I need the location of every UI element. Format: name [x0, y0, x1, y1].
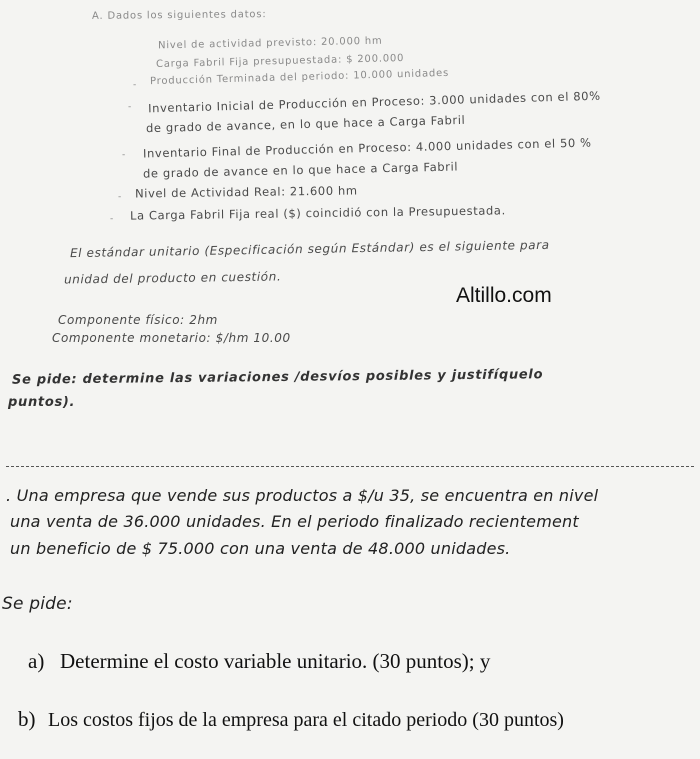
- problem-b-line-2: una venta de 36.000 unidades. En el periodo finalizado recientement: [10, 512, 579, 531]
- bullet-icon: -: [110, 214, 114, 224]
- question-b-letter: b): [18, 707, 36, 731]
- bullet-icon: -: [122, 150, 126, 160]
- problem-b-line-3: un beneficio de $ 75.000 con una venta de 48.000 unidades.: [10, 539, 511, 558]
- question-a-text: Determine el costo variable unitario. (30 puntos); y: [60, 649, 491, 673]
- question-a-letter: a): [28, 649, 45, 673]
- item-final-inventory: Inventario Final de Producción en Proceso: 4.000 unidades con el 50 %: [142, 135, 592, 161]
- section-divider: [6, 466, 694, 467]
- ask-line-2: puntos).: [8, 395, 76, 410]
- item-real-overhead: La Carga Fabril Fija real ($) coincidió con la Presupuestada.: [129, 203, 506, 223]
- item-fixed-overhead: Carga Fabril Fija presupuestada: $ 200.000: [155, 52, 405, 71]
- physical-component: Componente físico: 2hm: [58, 313, 218, 327]
- problem-b-line-1: . Una empresa que vende sus productos a $/u 35, se encuentra en nivel: [6, 486, 599, 505]
- standard-line-1: El estándar unitario (Especificación según Estándar) es el siguiente para: [69, 237, 550, 261]
- monetary-component: Componente monetario: $/hm 10.00: [52, 331, 291, 345]
- item-finished-production: Producción Terminada del periodo: 10.000 unidades: [149, 67, 450, 88]
- bullet-icon: -: [128, 102, 132, 112]
- ask-line-1: Se pide: determine las variaciones /desvíos posibles y justifíquelo: [11, 367, 544, 388]
- item-real-activity: Nivel de Actividad Real: 21.600 hm: [134, 183, 358, 201]
- question-b-text: Los costos fijos de la empresa para el citado periodo (30 puntos): [48, 709, 564, 731]
- se-pide-label: Se pide:: [2, 594, 73, 614]
- watermark-text: Altillo.com: [456, 284, 552, 307]
- item-activity-level: Nivel de actividad previsto: 20.000 hm: [157, 35, 383, 52]
- item-initial-inventory: Inventario Inicial de Producción en Proceso: 3.000 unidades con el 80%: [147, 88, 601, 116]
- standard-line-2: unidad del producto en cuestión.: [63, 269, 282, 287]
- item-initial-inventory-cont: de grado de avance, en lo que hace a Carga Fabril: [145, 112, 466, 136]
- bullet-icon: -: [118, 192, 122, 202]
- item-final-inventory-cont: de grado de avance en lo que hace a Carga Fabril: [142, 159, 459, 181]
- section-a-header: A. Dados los siguientes datos:: [91, 9, 267, 22]
- bullet-icon: -: [133, 80, 137, 90]
